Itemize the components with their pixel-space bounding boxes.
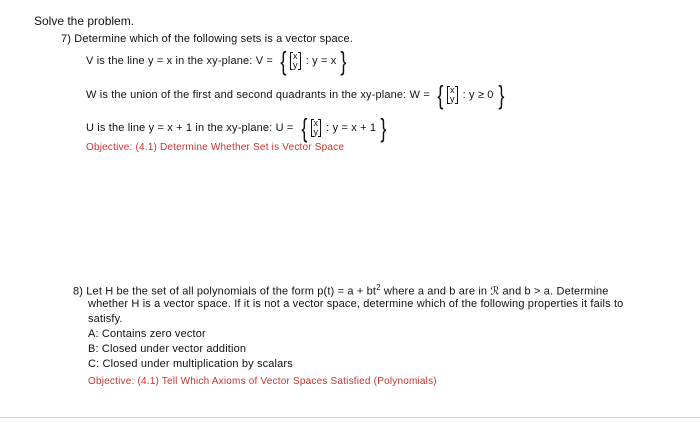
q7-set-w [86,80,505,110]
column-vector: x y [311,119,322,137]
close-brace: } [380,113,387,143]
column-vector: x y [447,86,458,104]
q7-set-u-notation [300,113,388,143]
q7-objective: Objective: (4.1) Determine Whether Set is Vector Space [86,142,345,153]
q8-option-b: B: Closed under vector addition [88,343,247,355]
column-vector: x y [290,52,301,70]
close-brace: } [340,46,347,76]
q7-set-w-notation [436,80,505,110]
q7-set-v [86,46,348,76]
open-brace: { [280,46,287,76]
q8-option-c: C: Closed under multiplication by scalars [88,358,293,370]
q7-set-u-condition: : y = x + 1 [326,122,377,134]
q8-line-1: 8) Let H be the set of all polynomials of the form $p(t) = a + bt^2$ where a and b are in ℛ and b > a. Determine [73,283,609,298]
q8-line-2: whether H is a vector space. If it is not a vector space, determine which of the following properties it fails to [88,298,624,310]
q7-set-v-text: V is the line y = x in the xy-plane: V = [86,54,273,67]
section-heading: Solve the problem. [34,14,135,28]
q7-prompt: 7) Determine which of the following sets is a vector space. [61,33,353,45]
bottom-divider [0,417,700,418]
q7-set-u-text: U is the line y = x + 1 in the xy-plane: U = [86,121,294,134]
close-brace: } [497,80,505,110]
q7-set-u [86,113,388,143]
q7-set-w-condition: : y ≥ 0 [462,89,494,101]
q7-set-v-condition: : y = x [305,55,337,67]
q7-set-v-notation [279,46,348,76]
open-brace: { [437,80,444,110]
q8-line-3: satisfy. [88,313,123,325]
q7-set-w-text: W is the union of the first and second quadrants in the xy-plane: W = [86,88,430,101]
open-brace: { [300,113,308,143]
q8-objective: Objective: (4.1) Tell Which Axioms of Vector Spaces Satisfied (Polynomials) [88,376,437,387]
q8-option-a: A: Contains zero vector [88,328,206,340]
exponent: 2 [376,283,381,292]
